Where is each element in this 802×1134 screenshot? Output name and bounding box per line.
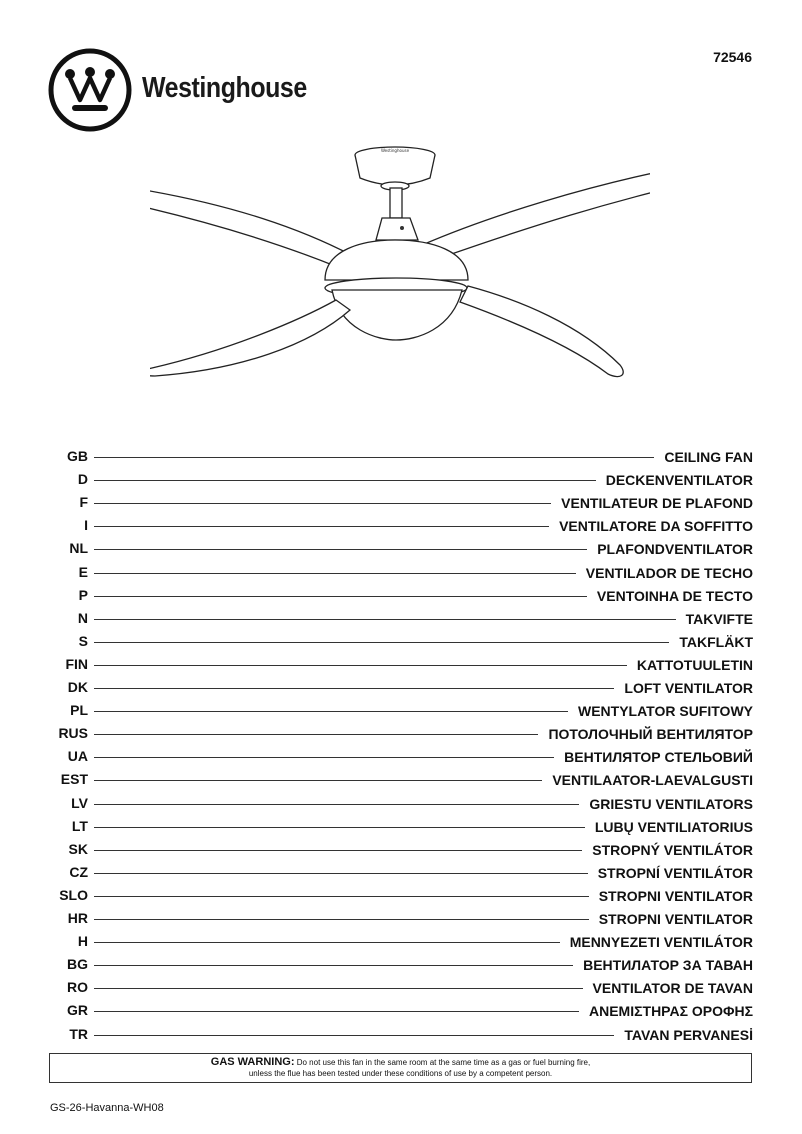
language-code: FIN [65, 655, 88, 672]
language-title: LOFT VENTILATOR [624, 680, 753, 696]
gas-warning-box [49, 1053, 752, 1083]
language-code: LT [71, 817, 88, 834]
language-title: STROPNI VENTILATOR [598, 887, 753, 904]
gas-warning-line2: unless the flue has been tested under these conditions of use by a competent person. [248, 1069, 553, 1078]
language-row [0, 977, 802, 999]
language-title: TAVAN PERVANESİ [624, 1026, 753, 1043]
language-title: VENTILATEUR DE PLAFOND [561, 495, 753, 512]
language-row [0, 654, 802, 676]
language-title: VENTOINHA DE TECTO [596, 587, 753, 604]
language-row [0, 816, 802, 838]
language-code: LV [71, 794, 88, 811]
language-code: H [77, 933, 88, 950]
language-code: RUS [58, 725, 88, 742]
language-row [0, 608, 802, 630]
language-row [0, 1000, 802, 1022]
language-title: CEILING FAN [664, 449, 753, 465]
leader-line [94, 642, 669, 643]
leader-line [94, 665, 627, 666]
brand-name: Westinghouse [142, 72, 307, 104]
language-code: PL [70, 702, 88, 719]
svg-text:Westinghouse: Westinghouse [380, 148, 410, 153]
leader-line [94, 711, 568, 712]
leader-line [94, 573, 576, 574]
language-code: N [77, 609, 88, 626]
leader-line [94, 1011, 579, 1012]
language-code: SLO [59, 886, 88, 903]
language-row [0, 862, 802, 884]
language-row [0, 746, 802, 768]
language-code: GR [67, 1002, 88, 1019]
language-row [0, 469, 802, 491]
document-code: GS-26-Havanna-WH08 [50, 1102, 164, 1114]
language-title: ПОТОЛОЧНЫЙ ВЕНТИЛЯТОР [548, 726, 753, 743]
westinghouse-logo [48, 48, 132, 132]
language-row [0, 677, 802, 699]
leader-line [94, 896, 589, 897]
language-row [0, 700, 802, 722]
leader-line [94, 873, 588, 874]
leader-line [94, 942, 560, 943]
language-title: PLAFONDVENTILATOR [597, 541, 753, 558]
leader-line [94, 780, 542, 781]
leader-line [94, 734, 538, 735]
language-code: SK [68, 840, 88, 857]
language-row [0, 769, 802, 791]
leader-line [94, 503, 551, 504]
language-code: D [77, 471, 88, 488]
language-title: GRIESTU VENTILATORS [589, 795, 753, 812]
language-title: VENTILAATOR-LAEVALGUSTI [552, 772, 753, 789]
ceiling-fan-illustration [150, 140, 650, 380]
leader-line [94, 480, 596, 481]
leader-line [94, 1035, 614, 1036]
language-title: VENTILATORE DA SOFFITTO [559, 518, 753, 535]
language-row [0, 1024, 802, 1046]
language-title: TAKFLÄKT [679, 633, 753, 650]
language-row [0, 585, 802, 607]
language-code: TR [69, 1025, 88, 1042]
language-title: LUBŲ VENTILIATORIUS [594, 818, 753, 835]
language-code: S [78, 632, 88, 649]
leader-line [94, 988, 583, 989]
language-title: TAKVIFTE [685, 610, 753, 627]
language-code: CZ [69, 863, 88, 880]
leader-line [94, 596, 587, 597]
language-code: P [78, 586, 88, 603]
language-row [0, 954, 802, 976]
language-code: GB [67, 448, 88, 464]
language-title: ΑΝΕΜΙΣΤΗΡΑΣ ΟΡΟΦΗΣ [589, 1003, 753, 1020]
language-title: KATTOTUULETIN [636, 656, 753, 673]
leader-line [94, 688, 614, 689]
language-title: STROPNI VENTILATOR [598, 911, 753, 927]
language-row [0, 931, 802, 953]
language-row [0, 908, 802, 930]
language-title: WENTYLATOR SUFITOWY [578, 703, 753, 720]
language-title: ВЕНТИЛАТОР ЗА ТАВАН [583, 957, 753, 974]
language-code: RO [67, 979, 88, 996]
language-row [0, 631, 802, 653]
leader-line [94, 804, 579, 805]
leader-line [94, 526, 549, 527]
language-row [0, 885, 802, 907]
language-row [0, 562, 802, 584]
leader-line [94, 827, 585, 828]
leader-line [94, 757, 554, 758]
leader-line [94, 549, 587, 550]
model-number: 72546 [713, 49, 752, 65]
language-row [0, 723, 802, 745]
language-code: EST [60, 771, 88, 788]
leader-line [94, 619, 676, 620]
language-title: MENNYEZETI VENTILÁTOR [569, 934, 753, 951]
language-title: ВЕНТИЛЯТОР СТЕЛЬОВИЙ [564, 749, 753, 766]
language-row [0, 839, 802, 861]
language-title: VENTILADOR DE TECHO [585, 564, 753, 581]
language-row [0, 446, 802, 468]
language-code: NL [69, 540, 88, 557]
language-row [0, 538, 802, 560]
language-code: F [79, 494, 88, 511]
language-title: STROPNÍ VENTILÁTOR [597, 864, 753, 881]
language-title: VENTILATOR DE TAVAN [592, 980, 753, 997]
language-row [0, 515, 802, 537]
language-code: HR [67, 910, 88, 926]
leader-line [94, 919, 589, 920]
language-row [0, 492, 802, 514]
leader-line [94, 457, 654, 458]
language-code: DK [67, 679, 88, 695]
language-code: UA [67, 748, 88, 765]
language-code: I [84, 517, 88, 534]
language-title: STROPNÝ VENTILÁTOR [592, 841, 753, 858]
language-title: DECKENVENTILATOR [605, 472, 753, 489]
leader-line [94, 850, 582, 851]
language-row [0, 793, 802, 815]
gas-warning-label: GAS WARNING: [210, 1056, 295, 1068]
gas-warning-line1: Do not use this fan in the same room at the same time as a gas or fuel burning fire, [296, 1058, 591, 1067]
language-code: BG [67, 956, 88, 973]
language-code: E [78, 563, 88, 580]
leader-line [94, 965, 573, 966]
